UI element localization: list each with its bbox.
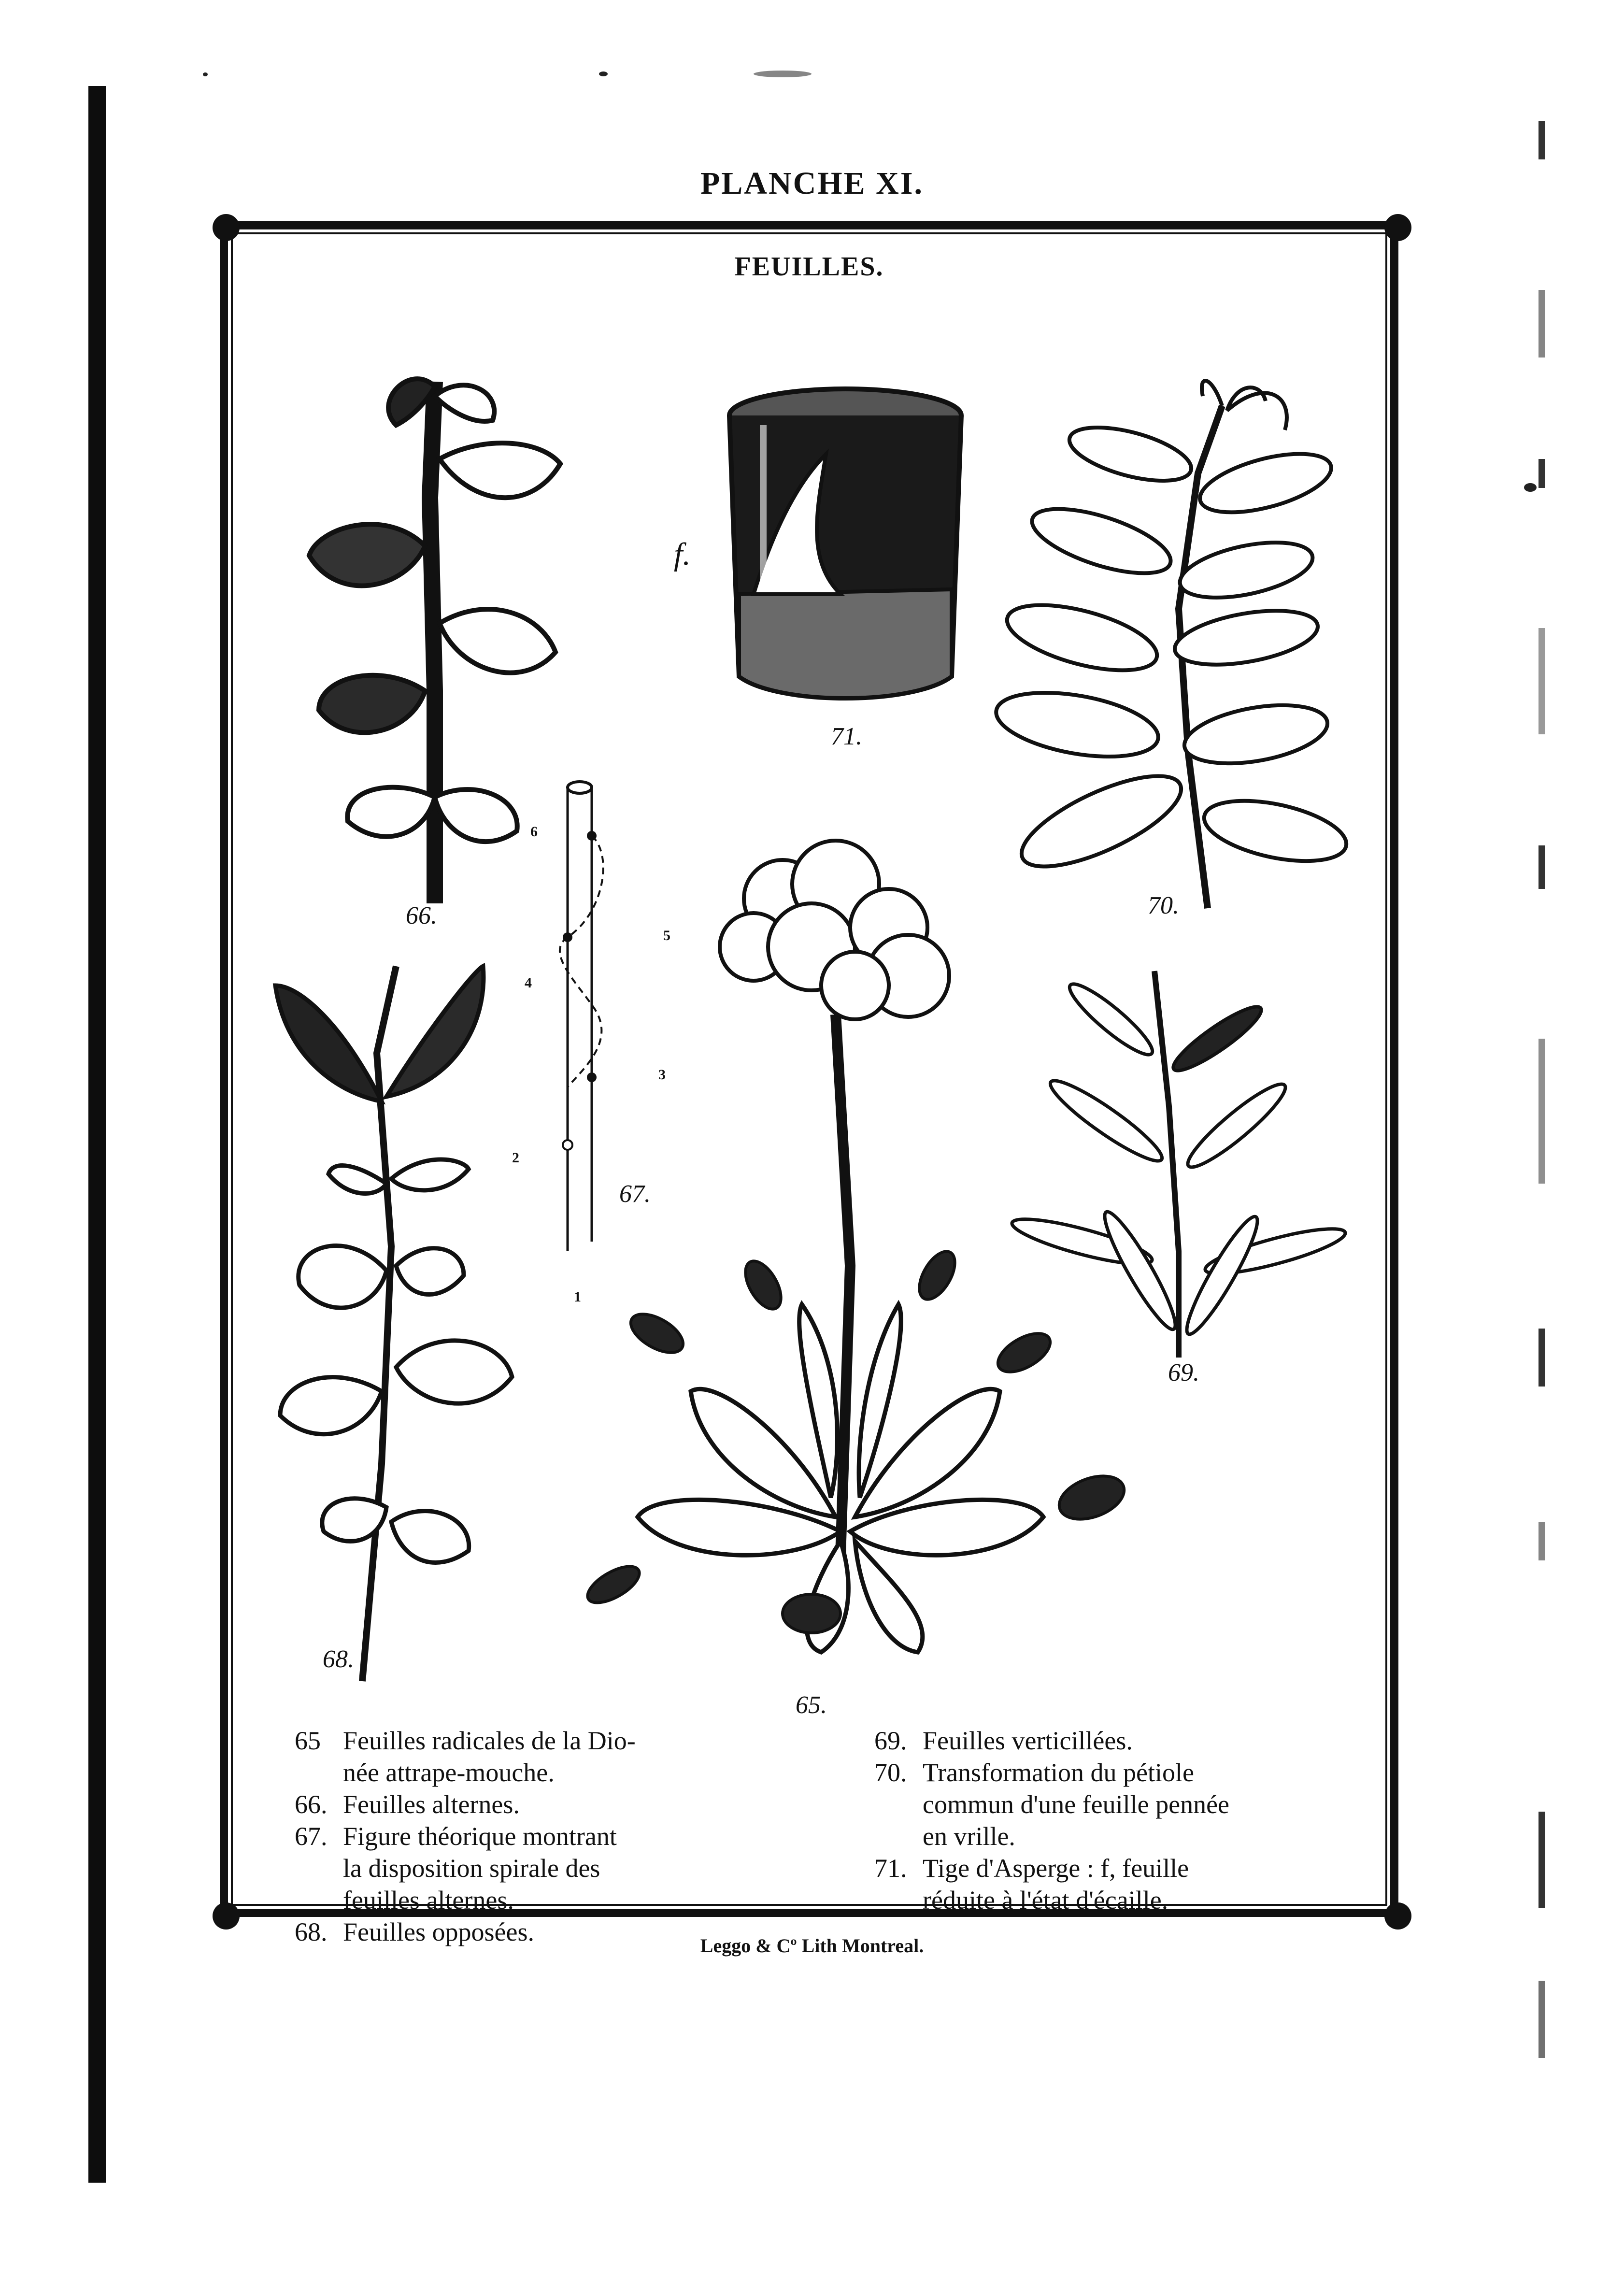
figure-69-label: 69. (1168, 1359, 1199, 1387)
spiral-mark-3: 3 (658, 1067, 666, 1083)
scan-speck (203, 72, 208, 76)
caption-line: Feuilles alternes. (343, 1790, 520, 1819)
frame-corner (1384, 1902, 1411, 1930)
caption-line: Figure théorique montrant (343, 1822, 617, 1851)
frame-corner (213, 214, 240, 241)
caption-line: commun d'une feuille pennée (923, 1790, 1230, 1819)
caption-number: 71. (874, 1854, 907, 1883)
caption-line: Feuilles radicales de la Dio- (343, 1726, 636, 1755)
figure-70-label: 70. (1148, 892, 1179, 919)
caption-number: 68. (295, 1917, 328, 1946)
caption-line: Tige d'Asperge : f, feuille (923, 1854, 1189, 1883)
scan-speck (1524, 483, 1537, 492)
caption-66 (295, 1788, 636, 1820)
plate-subject: FEUILLES. (734, 252, 884, 282)
caption-69 (874, 1725, 1229, 1757)
caption-line: Feuilles verticillées. (923, 1726, 1133, 1755)
spiral-mark-5: 5 (663, 928, 670, 944)
scan-speck (754, 71, 812, 77)
scan-edge-bar (88, 86, 106, 2183)
figure-71-asparagus-stem (720, 386, 971, 715)
figure-67-label: 67. (619, 1180, 651, 1208)
caption-column-right (874, 1725, 1229, 1916)
spiral-mark-1: 1 (574, 1289, 581, 1305)
caption-line: née attrape-mouche. (343, 1758, 555, 1787)
plate-title: PLANCHE XI. (700, 166, 924, 201)
caption-65 (295, 1725, 636, 1788)
caption-line: Transformation du pétiole (923, 1758, 1194, 1787)
caption-line: feuilles alternes. (343, 1886, 514, 1915)
caption-column-left (295, 1725, 636, 1948)
caption-67 (295, 1820, 636, 1916)
caption-number: 69. (874, 1726, 907, 1755)
caption-70 (874, 1757, 1229, 1852)
caption-number: 67. (295, 1822, 328, 1851)
figure-66-label: 66. (406, 902, 437, 929)
figure-65-label: 65. (796, 1691, 827, 1719)
frame-corner (213, 1902, 240, 1930)
caption-number: 66. (295, 1790, 328, 1819)
frame-corner (1384, 214, 1411, 241)
caption-71 (874, 1852, 1229, 1916)
caption-number: 70. (874, 1758, 907, 1787)
figure-65-venus-flytrap (541, 831, 1140, 1691)
caption-line: la disposition spirale des (343, 1854, 600, 1883)
printer-credit: Leggo & Cº Lith Montreal. (700, 1935, 924, 1957)
spiral-mark-2: 2 (512, 1150, 519, 1166)
caption-number: 65 (295, 1726, 321, 1755)
caption-line: en vrille. (923, 1822, 1015, 1851)
scan-speck (599, 71, 608, 76)
scan-edge-marks (1539, 121, 1553, 2126)
spiral-mark-4: 4 (525, 975, 532, 991)
figure-71-label: 71. (831, 723, 862, 750)
figure-68-label: 68. (323, 1645, 354, 1673)
spiral-mark-6: 6 (530, 824, 538, 840)
caption-line: réduite à l'état d'écaille. (923, 1886, 1168, 1915)
caption-line: Feuilles opposées. (343, 1917, 534, 1946)
figure-68-opposite-leaves (271, 957, 531, 1691)
figure-71-f-label: f. (674, 537, 691, 572)
